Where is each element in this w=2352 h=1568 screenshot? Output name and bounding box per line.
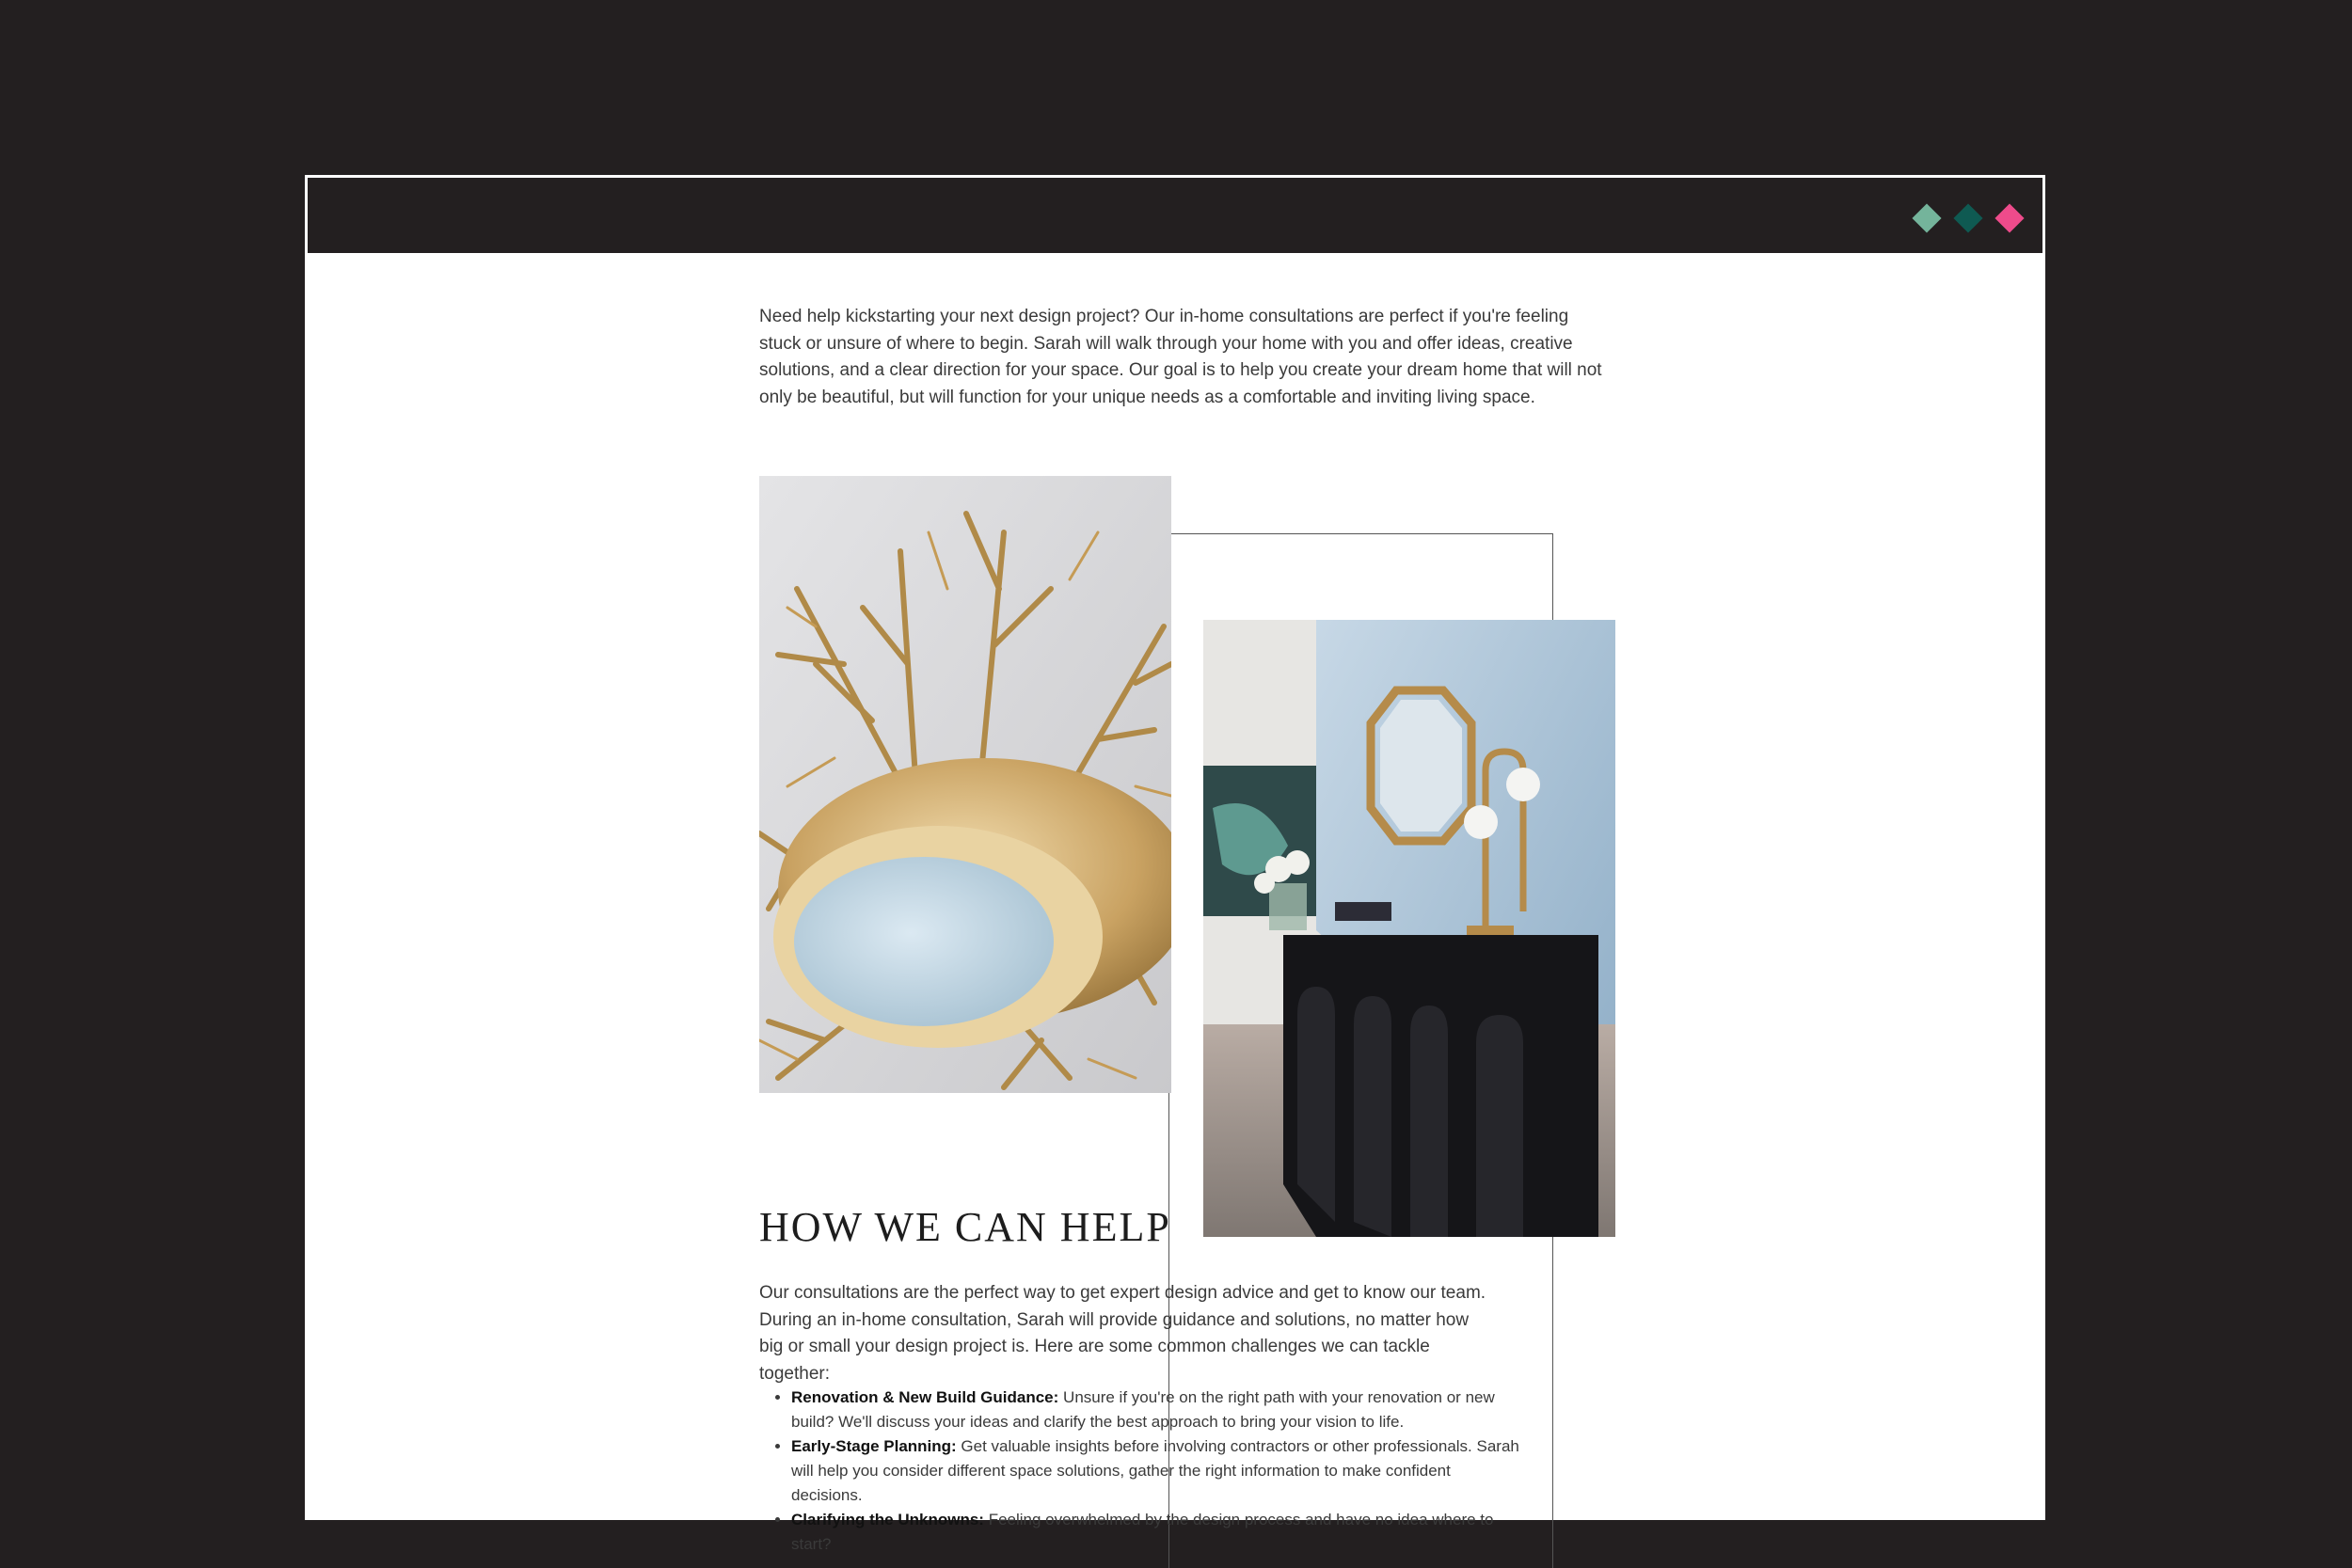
section-heading: HOW WE CAN HELP: [759, 1204, 1171, 1250]
list-item-text: Unsure if you're on the right path with your renovation or new build? We'll discuss your ideas and clarify the best approach to bring your vision to life.: [791, 1388, 1495, 1431]
diamond-light-green-icon: [1912, 203, 1941, 232]
header-bar: [308, 178, 2042, 253]
diamond-pink-icon: [1994, 203, 2024, 232]
list-item-text: Feeling overwhelmed by the design process and have no idea where to start?: [791, 1511, 1494, 1553]
challenges-list: [759, 1386, 1525, 1557]
page-frame: [305, 175, 2045, 1553]
intro-paragraph: Need help kickstarting your next design project? Our in-home consultations are perfect if you're feeling stuck or unsure of where to begin. Sarah will walk through your home with you and offer ideas, creative solutions, and a clear direction for your space. Our goal is to help you create your dream home that will not only be beautiful, but will function for your unique needs as a comfortable and inviting living space.: [759, 307, 1602, 407]
list-item-label: Early-Stage Planning:: [791, 1437, 957, 1455]
list-item: [791, 1386, 1525, 1434]
entryway-console-mirror-photo: [1203, 620, 1615, 1237]
help-paragraph: Our consultations are the perfect way to get expert design advice and get to know our team. During an in-home consultation, Sarah will provide guidance and solutions, no matter how big or small your design project is. Here are some common challenges we can tackle together:: [759, 1283, 1486, 1384]
list-item-label: Clarifying the Unknowns:: [791, 1511, 984, 1528]
list-item-text: Get valuable insights before involving contractors or other professionals. Sarah will help you consider different space solutions, gather the right information to make confident decisions.: [791, 1437, 1519, 1504]
diamond-dark-teal-icon: [1953, 203, 1982, 232]
list-item: [791, 1434, 1525, 1508]
list-item: [791, 1508, 1525, 1557]
list-item-label: Renovation & New Build Guidance:: [791, 1388, 1059, 1406]
gold-branch-ceiling-light-photo: [759, 476, 1171, 1093]
